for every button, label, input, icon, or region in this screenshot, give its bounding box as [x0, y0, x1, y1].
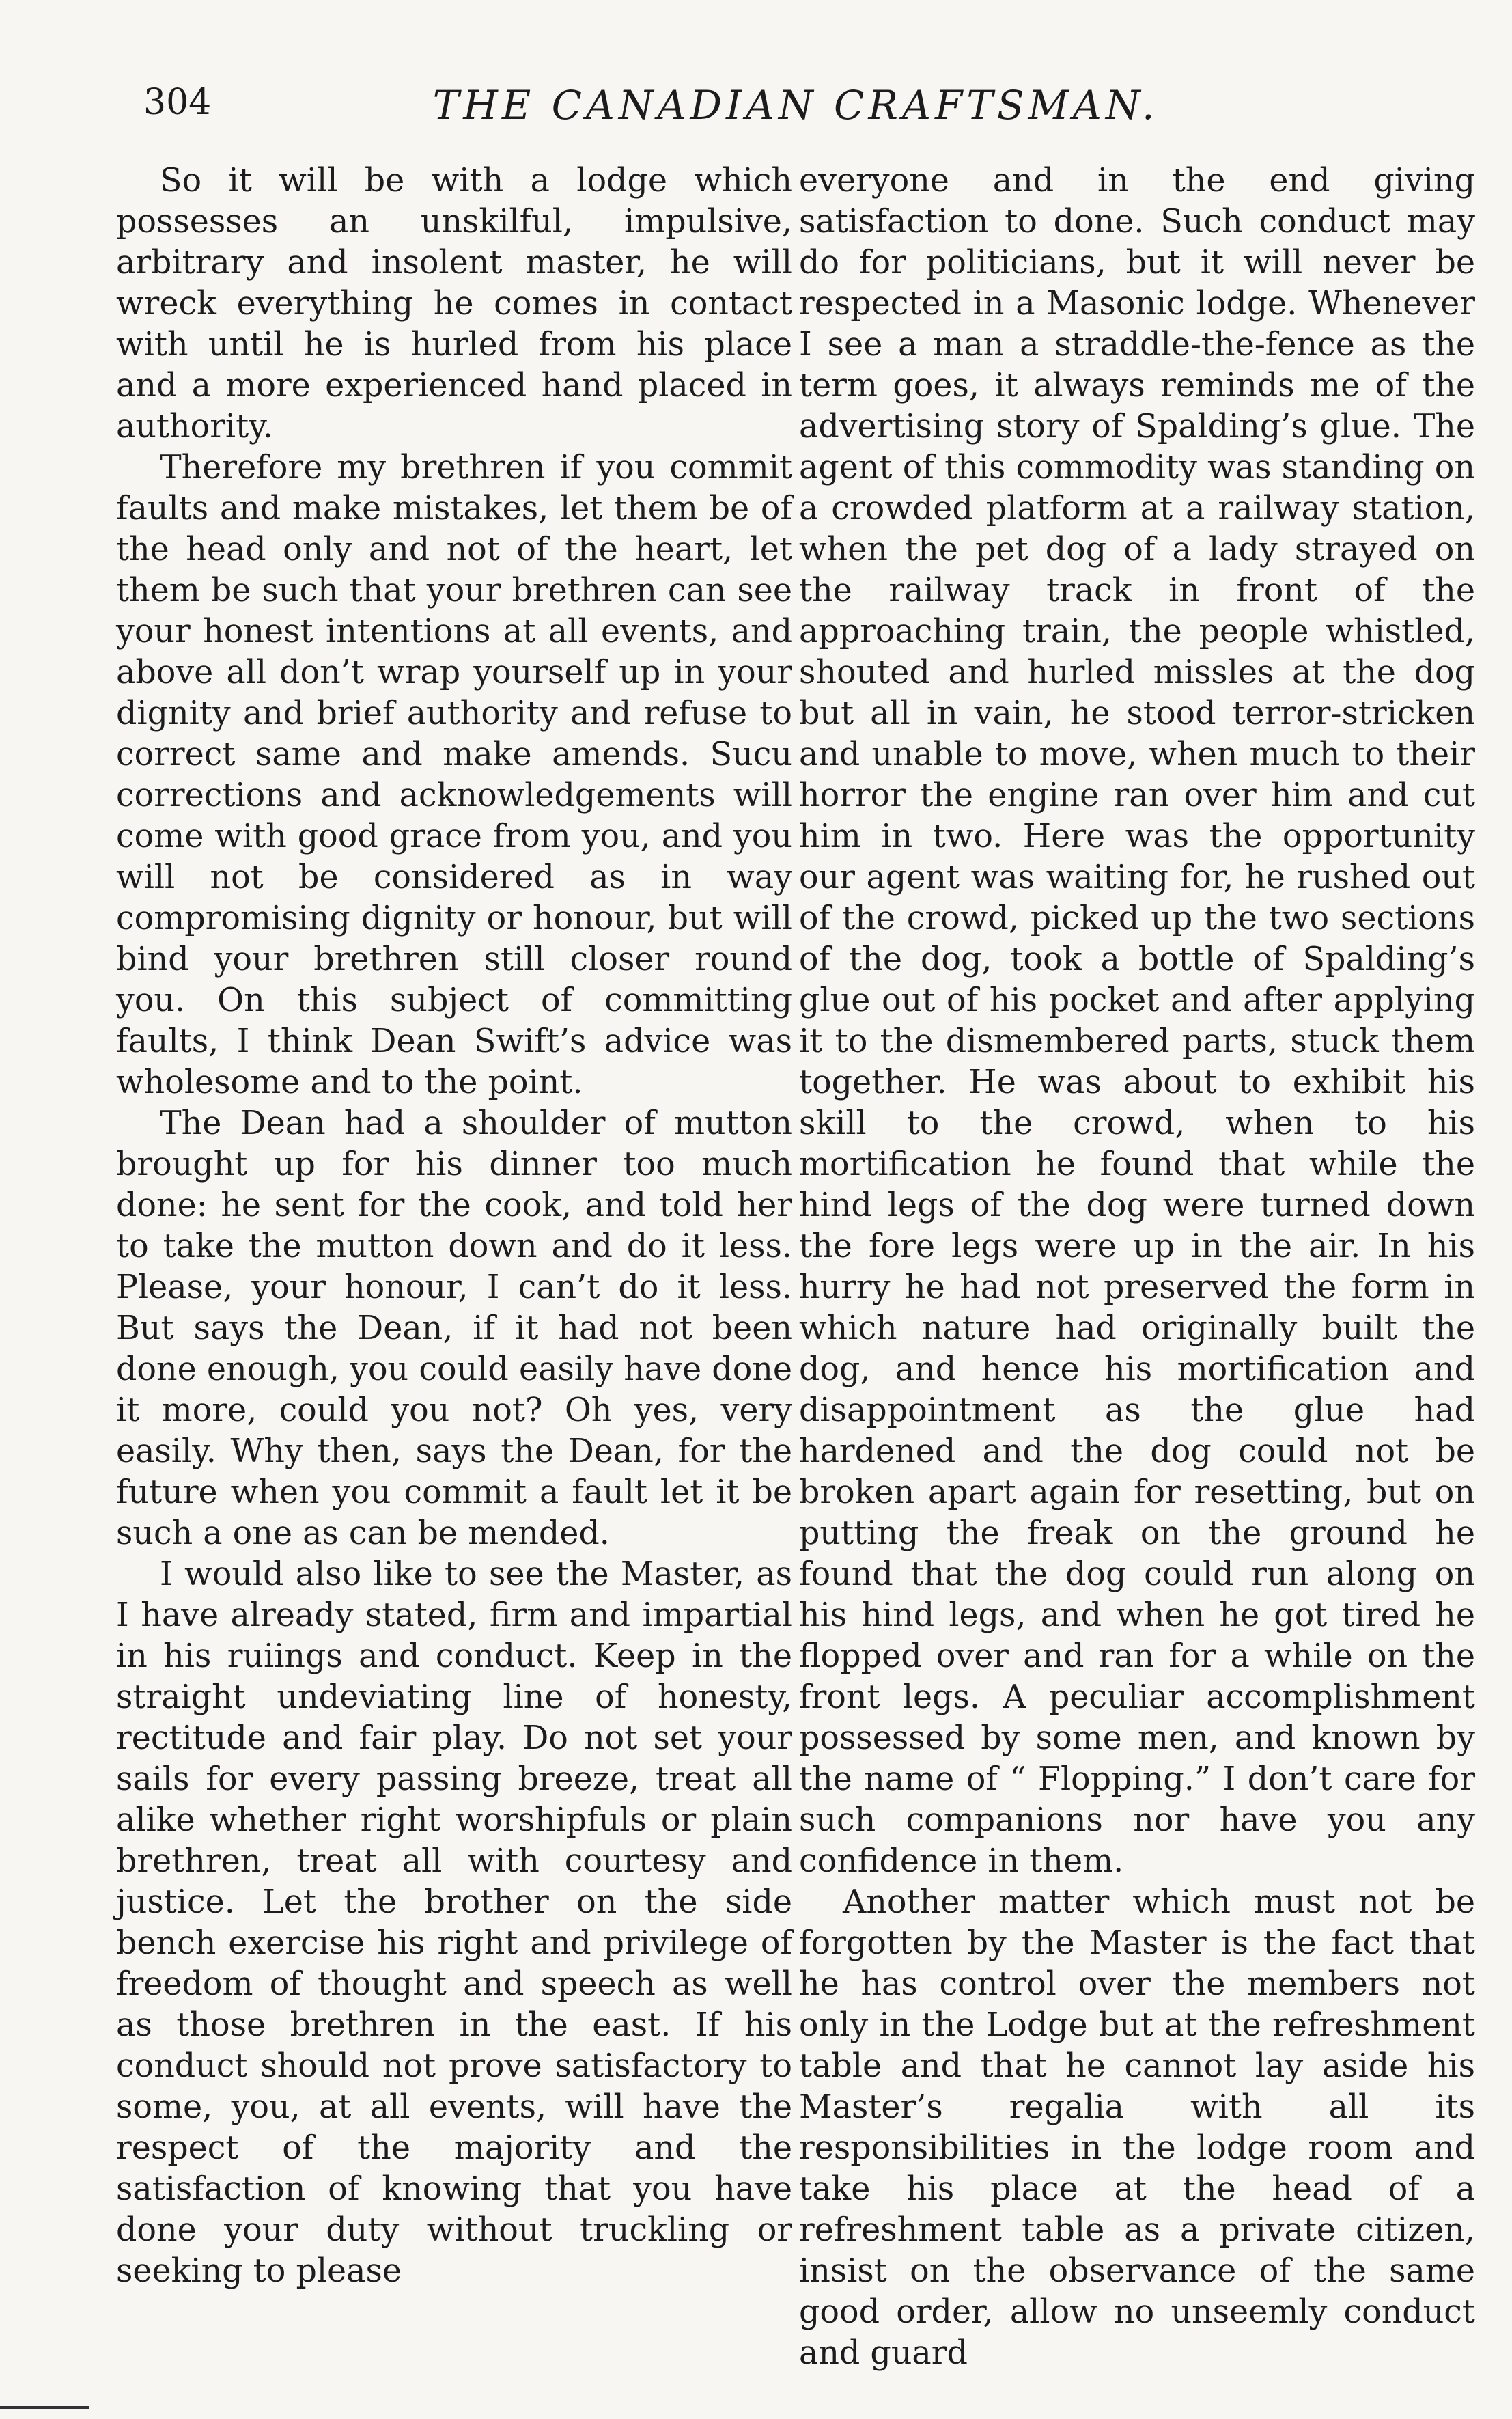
paragraph: Another matter which must not be forgotten by the Master is the fact that he has control over the members not only in the Lodge but at the refreshment table and that he cannot lay aside his Master’s regalia with all its responsibilities in the lodge room and take his place at the head of a refreshment table as a private citizen, insist on the observance of the same good order, allow no unseemly conduct and guard: [799, 1883, 1475, 2372]
left-column: [116, 161, 792, 2292]
footer-rule: [0, 2406, 89, 2409]
right-column: [799, 161, 1475, 2374]
paragraph-continued: everyone and in the end giving satisfaction to done. Such conduct may do for politicians, but it will never be respected in a Masonic lodge. Whenever I see a man a straddle-the-fence as the term goes, it always reminds me of the advertising story of Spalding’s glue. The agent of this commodity was standing on a crowded platform at a railway station, when the pet dog of a lady strayed on the railway track in front of the approaching train, the people whistled, shouted and hurled missles at the dog but all in vain, he stood terror-stricken and unable to move, when much to their horror the engine ran over him and cut him in two. Here was the opportunity our agent was waiting for, he rushed out of the crowd, picked up the two sections of the dog, took a bottle of Spalding’s glue out of his pocket and after applying it to the dismembered parts, stuck them together. He was about to exhibit his skill to the crowd, when to his mortification he found that while the hind legs of the dog were turned down the fore legs were up in the air. In his hurry he had not preserved the form in which nature had originally built the dog, and hence his mortification and disappointment as the glue had hardened and the dog could not be broken apart again for resetting, but on putting the freak on the ground he found that the dog could run along on his hind legs, and when he got tired he flopped over and ran for a while on the front legs. A peculiar accomplishment possessed by some men, and known by the name of “ Flopping.” I don’t care for such companions nor have you any confidence in them.: [799, 162, 1475, 1880]
page-header: [116, 75, 1475, 157]
running-head: THE CANADIAN CRAFTSMAN.: [432, 82, 1159, 128]
paragraph: I would also like to see the Master, as I have already stated, firm and impartial in his ruiings and conduct. Keep in the straight undeviating line of honesty, rectitude and fair play. Do not set your sails for every passing breeze, treat all alike whether right worshipfuls or plain brethren, treat all with courtesy and justice. Let the brother on the side bench exercise his right and privilege of freedom of thought and speech as well as those brethren in the east. If his conduct should not prove satisfactory to some, you, at all events, will have the respect of the majority and the satisfaction of knowing that you have done your duty without truckling or seeking to please: [116, 1556, 792, 2290]
paragraph: The Dean had a shoulder of mutton brought up for his dinner too much done: he sent for the cook, and told her to take the mutton down and do it less. Please, your honour, I can’t do it less. But says the Dean, if it had not been done enough, you could easily have done it more, could you not? Oh yes, very easily. Why then, says the Dean, for the future when you commit a fault let it be such a one as can be mended.: [116, 1105, 792, 1552]
page-number: 304: [143, 82, 212, 123]
paragraph: So it will be with a lodge which possesses an unskilful, impulsive, arbitrary and insolent master, he will wreck everything he comes in contact with until he is hurled from his place and a more experienced hand placed in authority.: [116, 162, 792, 445]
paragraph: Therefore my brethren if you commit faults and make mistakes, let them be of the head only and not of the heart, let them be such that your brethren can see your honest intentions at all events, and above all don’t wrap yourself up in your dignity and brief authority and refuse to correct same and make amends. Sucu corrections and acknowledgements will come with good grace from you, and you will not be considered as in way compromising dignity or honour, but will bind your brethren still closer round you. On this subject of committing faults, I think Dean Swift’s advice was wholesome and to the point.: [116, 449, 792, 1101]
